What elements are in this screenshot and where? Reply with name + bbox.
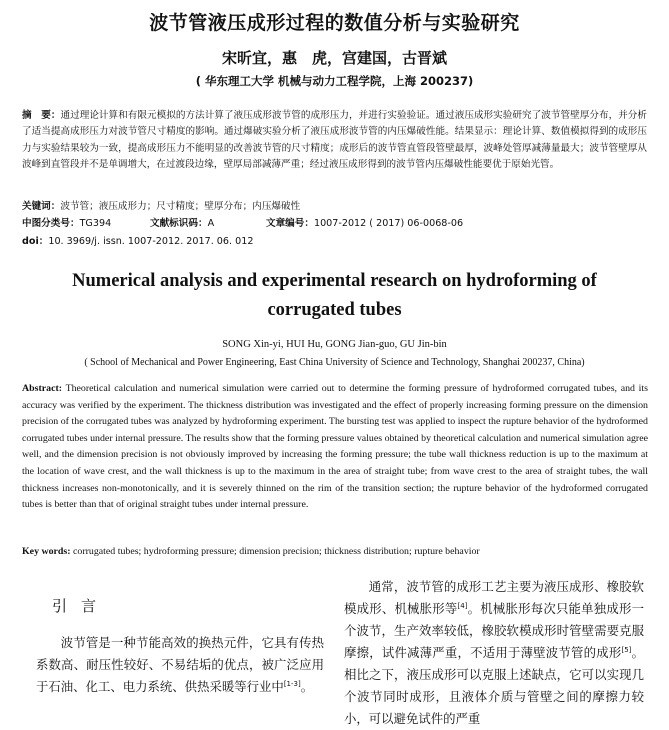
chinese-affiliation: ( 华东理工大学 机械与动力工程学院，上海 200237) bbox=[195, 74, 474, 88]
doi-value: 10. 3969/j. issn. 1007-2012. 2017. 06. 012 bbox=[48, 236, 254, 247]
intro-left-end: 。 bbox=[300, 679, 314, 694]
articleno-label: 文章编号： bbox=[266, 218, 314, 229]
english-abstract-text: Theoretical calculation and numerical simulation were carried out to determine the forming pressure of hydroformed corrugated tubes, and its accuracy was verified by the experiment. The thickness distribution was investigated and the effect of properly increasing forming pressure on the dimension precision of the corrugated tubes was analyzed by hydroforming experiment. The bursting test was applied to inspect the rupture behavior of the hydroformed corrugated tubes under internal pressure. The results show that the forming pressure values obtained by theoretical calculation and numerical simulation agree well, and the dimension precision is not obviously improved by increasing the forming pressure; the tube wall thickness reduction is up to the maximum at the location of wave crest, and the wall thickness is up to the maximum in the area of straight tube; from wave crest to the area of straight tubes, the wall thickness increases non-monotonically, and it is severely thinned on the rim of the transition section; the rupture behavior of the hydroformed corrugated tubes is better than that of original straight tubes under internal pressure. bbox=[22, 383, 648, 511]
english-affiliation: ( School of Mechanical and Power Engineering, East China University of Science and Technology, Shanghai 200237, China) bbox=[84, 357, 585, 368]
english-keywords bbox=[22, 546, 648, 557]
chinese-authors: 宋昕宜，惠 虎，宫建国，古晋斌 bbox=[221, 49, 447, 67]
citation-ref: [5] bbox=[621, 645, 632, 654]
chinese-abstract-label: 摘 要： bbox=[22, 110, 61, 121]
classification-line bbox=[22, 215, 647, 229]
doi-line bbox=[22, 233, 647, 247]
doccode-label: 文献标识码： bbox=[150, 218, 208, 229]
english-title-line1: Numerical analysis and experimental research on hydroforming of bbox=[72, 271, 597, 291]
english-title-line2: corrugated tubes bbox=[267, 300, 402, 320]
citation-ref: [1-3] bbox=[283, 679, 301, 688]
english-abstract bbox=[22, 381, 648, 514]
english-abstract-label: Abstract: bbox=[22, 383, 63, 394]
clc-value: TG394 bbox=[79, 218, 112, 229]
intro-right-column bbox=[344, 576, 644, 730]
articleno-value: 1007-2012 ( 2017) 06-0068-06 bbox=[313, 218, 464, 229]
introduction-heading: 引言 bbox=[52, 597, 111, 615]
chinese-keywords bbox=[22, 198, 647, 212]
intro-paragraph-1 bbox=[36, 632, 324, 698]
intro-right-part2: 。机械胀形每次只能单独成形一个波节，生产效率较低，橡胶软模成形时管壁需要克服摩擦，试件减薄严重，不适用于薄壁波节管的成形 bbox=[344, 601, 645, 660]
citation-ref: [4] bbox=[457, 601, 468, 610]
english-title bbox=[0, 267, 669, 325]
intro-right-part3: 。相比之下，液压成形可以克服上述缺点，它可以实现几个波节同时成形，且液体介质与管壁之间的摩擦力较小，可以避免试件的严重 bbox=[344, 645, 645, 726]
intro-right-part1: 通常，波节管的成形工艺主要为液压成形、橡胶软模成形、机械胀形等 bbox=[344, 579, 644, 616]
doccode-value: A bbox=[207, 218, 215, 229]
chinese-abstract-text: 通过理论计算和有限元模拟的方法计算了液压成形波节管的成形压力，并进行实验验证。通过液压成形实验研究了波节管壁厚分布，并分析了适当提高成形压力对波节管尺寸精度的影响。通过爆破实验分析了液压成形波节管的内压爆破性能。结果显示：理论计算、数值模拟得到的成形压力与实验结果较为一致，提高成形压力不能明显的改善波节管的尺寸精度；成形后的波节管直管段管壁最厚，波峰处管厚减薄量最大；波节管壁厚从波峰到直管段并不是单调增大，在过渡段边缘，壁厚局部减薄严重；经过液压成形得到的波节管内压爆破性能要优于原始光管。 bbox=[22, 110, 648, 170]
chinese-title: 波节管液压成形过程的数值分析与实验研究 bbox=[149, 12, 520, 34]
doi-label: doi： bbox=[22, 236, 49, 247]
intro-paragraph-2 bbox=[344, 576, 644, 730]
english-authors: SONG Xin-yi, HUI Hu, GONG Jian-guo, GU Jin-bin bbox=[222, 339, 447, 350]
intro-left-text: 波节管是一种节能高效的换热元件，它具有传热系数高、耐压性较好、不易结垢的优点，被广泛应用于石油、化工、电力系统、供热采暖等行业中 bbox=[36, 635, 324, 694]
english-keywords-label: Key words: bbox=[22, 546, 71, 557]
intro-left-column bbox=[36, 632, 324, 698]
english-keywords-text: corrugated tubes; hydroforming pressure; dimension precision; thickness distribution; rupture behavior bbox=[70, 546, 480, 557]
chinese-abstract bbox=[22, 108, 647, 173]
chinese-keywords-label: 关键词： bbox=[22, 201, 61, 212]
clc-label: 中图分类号： bbox=[22, 218, 80, 229]
chinese-keywords-text: 波节管；液压成形力；尺寸精度；壁厚分布；内压爆破性 bbox=[60, 201, 301, 212]
